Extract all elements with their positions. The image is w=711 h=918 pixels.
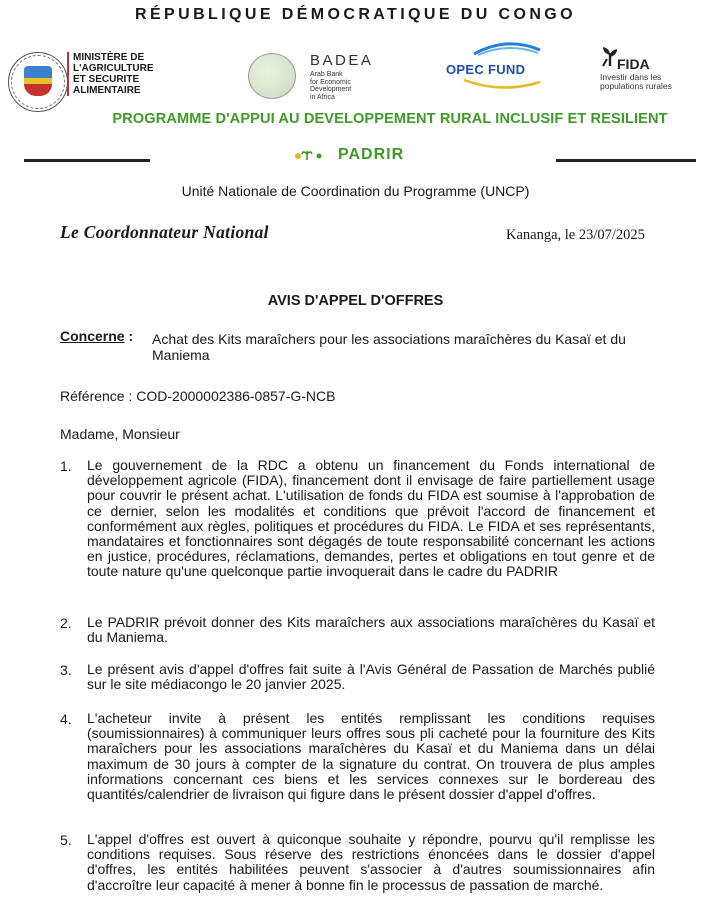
coat-of-arms-icon — [24, 66, 52, 96]
badea-tagline-line: Arab Bank — [310, 71, 343, 78]
ministry-line: MINISTÈRE DE — [73, 52, 145, 63]
ministry-seal-logo — [8, 52, 68, 112]
fida-tagline-line: populations rurales — [600, 81, 672, 91]
signatory-title: Le Coordonnateur National — [60, 222, 269, 242]
opec-lower-swoosh-icon — [462, 78, 542, 90]
item-text: Le gouvernement de la RDC a obtenu un financement du Fonds international de développement agricole (FIDA), financement dont il envisage de faire partiellement usage pour couvrir le présent achat. L'utilisation de fonds du FIDA est soumise à l'approbation de ce dernier, selon les modalités et conditions que prévoit l'accord de financement et conformément aux règles, politiques et procédures du FIDA. Le FIDA et ses représentants, mandataires et fonctionnaires sont dégagés de toute responsabilité concernant les actions en justice, procédures, réclamations, demandes, pertes et obligations en tout genre et de toute nature qu'une quelconque partie invoquerait dans le cadre du PADRIR — [87, 457, 655, 580]
item-text: Le présent avis d'appel d'offres fait suite à l'Avis Général de Passation de Marchés publié sur le site médiacongo le 20 janvier 2025. — [87, 661, 655, 693]
reference-number: Référence : COD-2000002386-0857-G-NCB — [60, 388, 336, 404]
divider-left — [24, 159, 150, 162]
fida-tagline-line: Investir dans les — [600, 72, 662, 82]
item-number: 5. — [60, 832, 72, 848]
badea-logo-name: BADEA — [310, 52, 374, 69]
ministry-name — [67, 52, 155, 96]
greeting: Madame, Monsieur — [60, 426, 180, 442]
fida-logo-name: FIDA — [617, 56, 650, 72]
concerne-label-text: Concerne — [60, 328, 125, 344]
item-text: L'appel d'offres est ouvert à quiconque souhaite y répondre, pourvu qu'il remplisse les conditions requises. Sous réserve des restrictions énoncées dans le dossier d'appel d'offres, les entités habilitées peuvent s'associer à d'autres soumissionnaires afin d'accroître leur capacité à mener à bonne fin le processus de passation de marché. — [87, 831, 655, 893]
opec-swoosh-icon — [472, 42, 542, 56]
padrir-logo-name: PADRIR — [338, 146, 405, 163]
badea-tagline-line: in Africa — [310, 93, 335, 101]
concerne-text: Achat des Kits maraîchers pour les associations maraîchères du Kasaï et du Maniema — [152, 331, 626, 363]
coordination-unit: Unité Nationale de Coordination du Programme (UNCP) — [181, 183, 530, 199]
concerne-label: Concerne : — [60, 328, 134, 344]
badea-globe-icon — [248, 53, 296, 99]
fida-tagline — [600, 73, 692, 91]
ministry-line: ALIMENTAIRE — [73, 85, 141, 96]
place-and-date: Kananga, le 23/07/2025 — [506, 227, 645, 243]
item-number: 4. — [60, 711, 72, 727]
item-text: Le PADRIR prévoit donner des Kits maraîchers aux associations maraîchères du Kasaï et du Maniema. — [87, 614, 655, 646]
badea-tagline — [310, 71, 380, 101]
item-text: L'acheteur invite à présent les entités remplissant les conditions requises (soumissionnaires) à communiquer leurs offres sous pli cacheté pour la fourniture des Kits maraîchers pour les associations maraîchères du Kasaï et du Maniema dans un délai maximum de 30 jours à compter de la signature du contrat. On trouvera de plus amples informations concernant ces biens et les services connexes sur le bordereau des quantités/calendrier de livraison qui figure dans le présent dossier d'appel d'offres. — [87, 710, 655, 803]
item-number: 1. — [60, 458, 72, 474]
ministry-line: L'AGRICULTURE — [73, 63, 154, 74]
notice-title: AVIS D'APPEL D'OFFRES — [267, 293, 444, 309]
item-number: 3. — [60, 662, 72, 678]
country-title: RÉPUBLIQUE DÉMOCRATIQUE DU CONGO — [135, 6, 576, 23]
item-number: 2. — [60, 615, 72, 631]
opec-fund-logo-name: OPEC FUND — [446, 62, 526, 77]
divider-right — [556, 159, 696, 162]
programme-title: PROGRAMME D'APPUI AU DEVELOPPEMENT RURAL INCLUSIF ET RESILIENT — [112, 111, 668, 127]
badea-tagline-line: Development — [310, 86, 352, 93]
padrir-leaf-icon — [293, 148, 325, 162]
badea-tagline-line: for Economic — [310, 78, 351, 86]
ministry-line: ET SECURITE — [73, 74, 140, 85]
